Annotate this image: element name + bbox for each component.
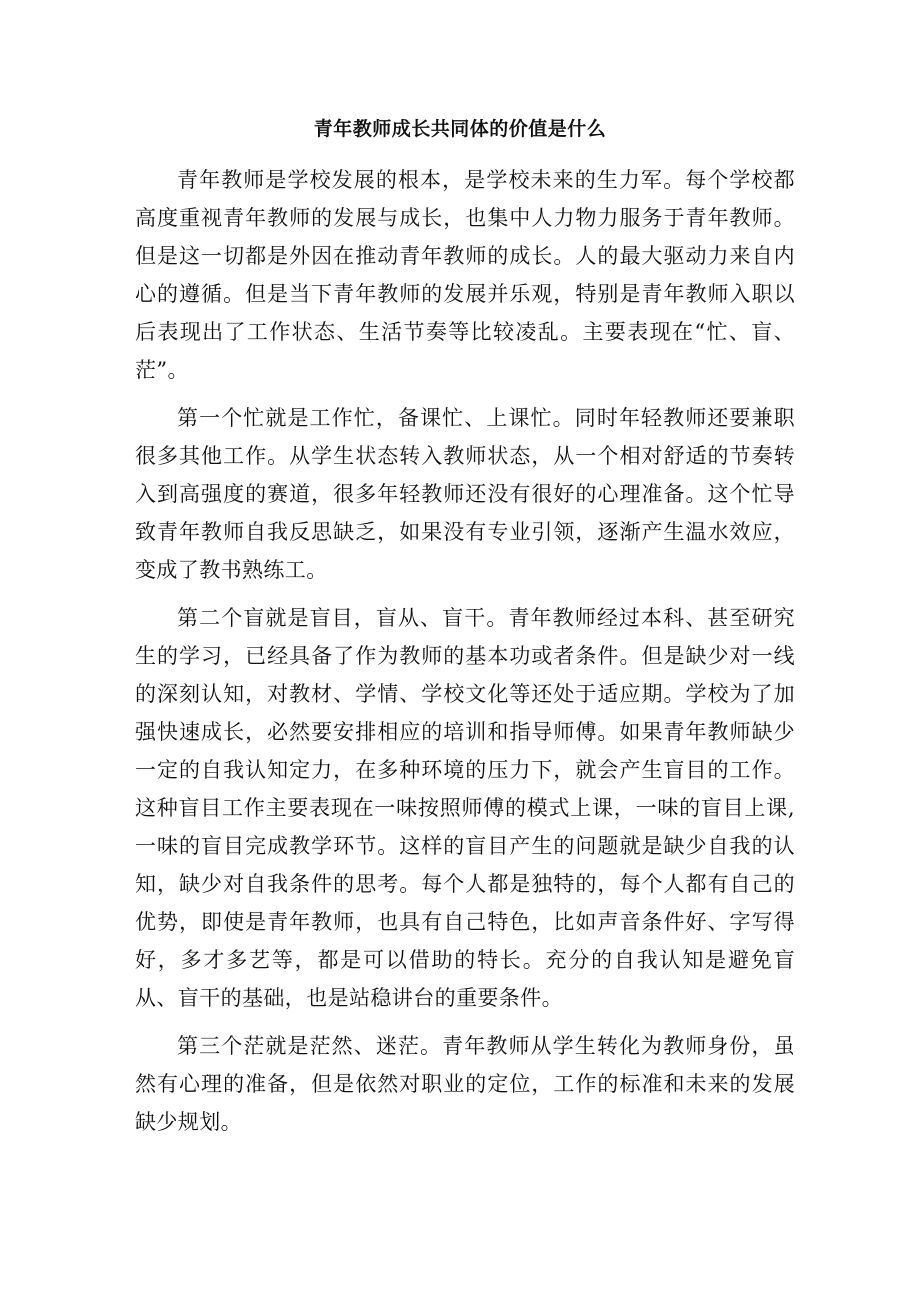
paragraph-intro: 青年教师是学校发展的根本，是学校未来的生力军。每个学校都高度重视青年教师的发展与成长，也集中人力物力服务于青年教师。但是这一切都是外因在推动青年教师的成长。人的最大驱动力来自内心的遵循。但是当下青年教师的发展并乐观，特别是青年教师入职以后表现出了工作状态、生活节奏等比较凌乱。主要表现在“忙、盲、茫”。 [135,168,795,382]
paragraph-busy: 第一个忙就是工作忙，备课忙、上课忙。同时年轻教师还要兼职很多其他工作。从学生状态转入教师状态，从一个相对舒适的节奏转入到高强度的赛道，很多年轻教师还没有很好的心理准备。这个忙导致青年教师自我反思缺乏，如果没有专业引领，逐渐产生温水效应，变成了教书熟练工。 [135,406,795,582]
document-title: 青年教师成长共同体的价值是什么 [313,118,607,140]
paragraph-confused: 第三个茫就是茫然、迷茫。青年教师从学生转化为教师身份，虽然有心理的准备，但是依然对职业的定位，工作的标准和未来的发展缺少规划。 [135,1034,795,1134]
paragraph-blind: 第二个盲就是盲目，盲从、盲干。青年教师经过本科、甚至研究生的学习，已经具备了作为教师的基本功或者条件。但是缺少对一线的深刻认知，对教材、学情、学校文化等还处于适应期。学校为了加强快速成长，必然要安排相应的培训和指导师傅。如果青年教师缺少一定的自我认知定力，在多种环境的压力下，就会产生盲目的工作。这种盲目工作主要表现在一味按照师傅的模式上课，一味的盲目上课,一味的盲目完成教学环节。这样的盲目产生的问题就是缺少自我的认知，缺少对自我条件的思考。每个人都是独特的，每个人都有自己的优势，即使是青年教师，也具有自己特色，比如声音条件好、字写得好，多才多艺等，都是可以借助的特长。充分的自我认知是避免盲从、盲干的基础，也是站稳讲台的重要条件。 [135,606,795,1010]
document-body [135,161,795,1141]
